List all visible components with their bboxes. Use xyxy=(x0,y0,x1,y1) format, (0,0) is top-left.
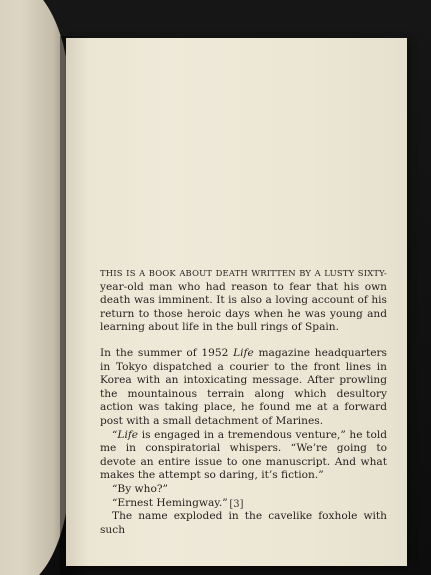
magazine-title: Life xyxy=(233,346,254,359)
book-page xyxy=(66,38,407,566)
paragraph-3-post: is engaged in a tremendous venture,” he told me in conspiratorial whispers. “We’re going to devote an entire issue to one manuscript. And what makes the attempt so daring, it’s fiction.” xyxy=(100,428,387,482)
paragraph-2-pre: In the summer of 1952 xyxy=(100,346,234,359)
paragraph-1 xyxy=(100,267,387,335)
paragraph-3 xyxy=(100,429,387,483)
page-number: [3] xyxy=(229,499,244,510)
magazine-title: Life xyxy=(117,428,139,441)
paragraph-1-text: year-old man who had reason to fear that his own death was imminent. It is also a loving account of his return to those heroic days when he was young and learning about life in the bull rings of Spain. xyxy=(100,280,387,334)
paragraph-3-pre: “ xyxy=(112,428,118,441)
paragraph-2-post: magazine headquarters in Tokyo dispatched a courier to the front lines in Korea with an intoxicating message. After prowling the mountainous terrain along which desultory action was taking place, he found me at a forward post with a small detachment of Marines. xyxy=(100,346,387,427)
paragraph-2 xyxy=(100,347,387,429)
paragraph-4: “By who?” xyxy=(112,482,168,495)
paragraph-gap xyxy=(100,335,387,347)
small-caps-lead: THIS IS A BOOK ABOUT DEATH WRITTEN BY A LUSTY SIXTY- xyxy=(100,268,387,278)
paragraph-5: “Ernest Hemingway.” xyxy=(112,496,228,509)
body-text xyxy=(100,267,387,537)
paragraph-6: The name exploded in the cavelike foxhole with such xyxy=(100,510,387,536)
